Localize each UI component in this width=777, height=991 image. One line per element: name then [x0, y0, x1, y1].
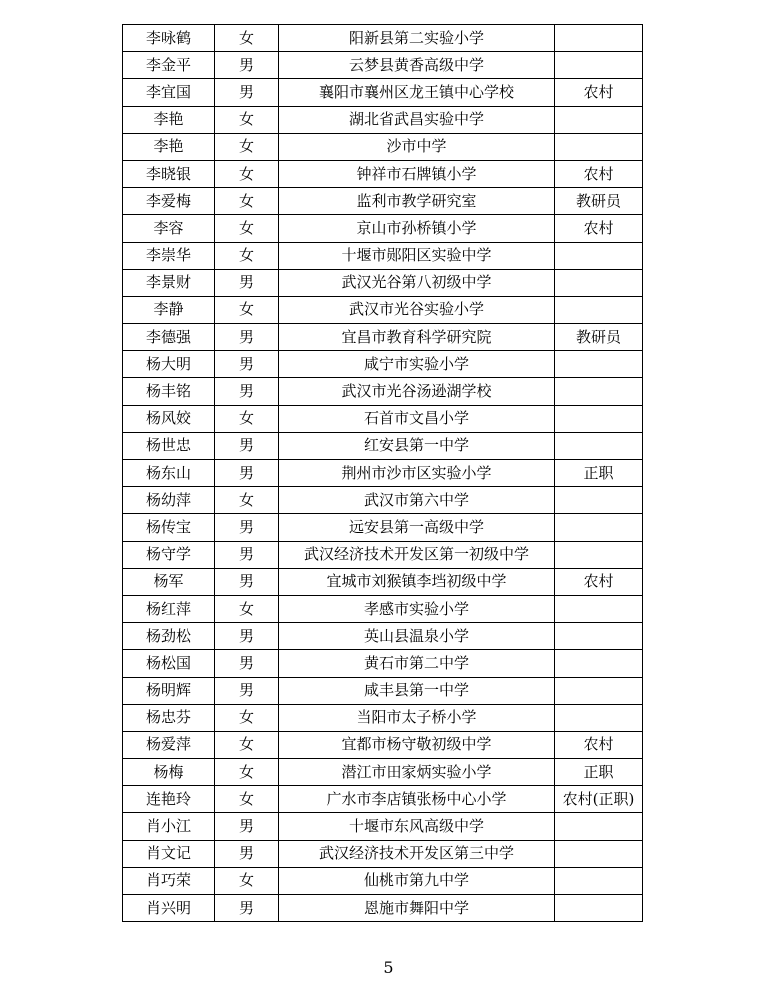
note-cell: 农村: [555, 731, 643, 758]
school-cell: 石首市文昌小学: [279, 405, 555, 432]
table-row: [123, 704, 643, 731]
table-row: [123, 731, 643, 758]
gender-cell: 男: [215, 351, 279, 378]
school-cell: 阳新县第二实验小学: [279, 25, 555, 52]
gender-cell: 女: [215, 25, 279, 52]
note-cell: [555, 106, 643, 133]
gender-cell: 女: [215, 867, 279, 894]
table-row: [123, 487, 643, 514]
note-cell: 正职: [555, 460, 643, 487]
gender-cell: 男: [215, 650, 279, 677]
table-row: [123, 351, 643, 378]
school-cell: 武汉市第六中学: [279, 487, 555, 514]
school-cell: 襄阳市襄州区龙王镇中心学校: [279, 79, 555, 106]
school-cell: 当阳市太子桥小学: [279, 704, 555, 731]
note-cell: [555, 133, 643, 160]
school-cell: 远安县第一高级中学: [279, 514, 555, 541]
name-cell: 杨梅: [123, 759, 215, 786]
gender-cell: 女: [215, 786, 279, 813]
school-cell: 宜都市杨守敬初级中学: [279, 731, 555, 758]
note-cell: [555, 623, 643, 650]
table-row: [123, 568, 643, 595]
table-row: [123, 840, 643, 867]
name-cell: 肖小江: [123, 813, 215, 840]
name-cell: 李爱梅: [123, 188, 215, 215]
name-cell: 杨丰铭: [123, 378, 215, 405]
name-cell: 杨大明: [123, 351, 215, 378]
school-cell: 恩施市舞阳中学: [279, 895, 555, 922]
note-cell: [555, 242, 643, 269]
gender-cell: 男: [215, 52, 279, 79]
school-cell: 武汉光谷第八初级中学: [279, 269, 555, 296]
table-row: [123, 460, 643, 487]
table-row: [123, 759, 643, 786]
gender-cell: 男: [215, 840, 279, 867]
note-cell: [555, 514, 643, 541]
gender-cell: 男: [215, 895, 279, 922]
table-row: [123, 79, 643, 106]
table-row: [123, 813, 643, 840]
table-row: [123, 160, 643, 187]
table-row: [123, 52, 643, 79]
note-cell: [555, 52, 643, 79]
gender-cell: 女: [215, 160, 279, 187]
name-cell: 李晓银: [123, 160, 215, 187]
school-cell: 英山县温泉小学: [279, 623, 555, 650]
table-row: [123, 133, 643, 160]
note-cell: [555, 595, 643, 622]
gender-cell: 男: [215, 514, 279, 541]
gender-cell: 女: [215, 595, 279, 622]
note-cell: [555, 541, 643, 568]
note-cell: 教研员: [555, 188, 643, 215]
table-row: [123, 514, 643, 541]
school-cell: 武汉经济技术开发区第一初级中学: [279, 541, 555, 568]
name-cell: 杨东山: [123, 460, 215, 487]
gender-cell: 女: [215, 704, 279, 731]
gender-cell: 男: [215, 568, 279, 595]
table-row: [123, 215, 643, 242]
name-cell: 李咏鹤: [123, 25, 215, 52]
school-cell: 黄石市第二中学: [279, 650, 555, 677]
school-cell: 京山市孙桥镇小学: [279, 215, 555, 242]
gender-cell: 女: [215, 487, 279, 514]
page-number: 5: [383, 958, 394, 977]
note-cell: [555, 432, 643, 459]
name-cell: 杨军: [123, 568, 215, 595]
note-cell: [555, 487, 643, 514]
name-cell: 杨忠芬: [123, 704, 215, 731]
table-row: [123, 432, 643, 459]
gender-cell: 男: [215, 269, 279, 296]
note-cell: [555, 351, 643, 378]
name-cell: 杨风姣: [123, 405, 215, 432]
table-row: [123, 378, 643, 405]
gender-cell: 男: [215, 541, 279, 568]
school-cell: 红安县第一中学: [279, 432, 555, 459]
name-cell: 李金平: [123, 52, 215, 79]
name-cell: 李容: [123, 215, 215, 242]
gender-cell: 女: [215, 215, 279, 242]
note-cell: [555, 895, 643, 922]
gender-cell: 女: [215, 106, 279, 133]
name-cell: 连艳玲: [123, 786, 215, 813]
school-cell: 武汉经济技术开发区第三中学: [279, 840, 555, 867]
note-cell: 农村: [555, 79, 643, 106]
table-row: [123, 623, 643, 650]
name-cell: 杨爱萍: [123, 731, 215, 758]
table-row: [123, 867, 643, 894]
name-cell: 杨松国: [123, 650, 215, 677]
name-cell: 杨幼萍: [123, 487, 215, 514]
gender-cell: 男: [215, 813, 279, 840]
school-cell: 潜江市田家炳实验小学: [279, 759, 555, 786]
school-cell: 沙市中学: [279, 133, 555, 160]
school-cell: 十堰市郧阳区实验中学: [279, 242, 555, 269]
table-row: [123, 269, 643, 296]
note-cell: [555, 677, 643, 704]
table-row: [123, 106, 643, 133]
note-cell: 教研员: [555, 324, 643, 351]
note-cell: [555, 405, 643, 432]
table-row: [123, 324, 643, 351]
name-cell: 杨守学: [123, 541, 215, 568]
note-cell: 农村: [555, 160, 643, 187]
school-cell: 宜昌市教育科学研究院: [279, 324, 555, 351]
gender-cell: 男: [215, 324, 279, 351]
school-cell: 荆州市沙市区实验小学: [279, 460, 555, 487]
name-cell: 肖文记: [123, 840, 215, 867]
table-row: [123, 188, 643, 215]
school-cell: 湖北省武昌实验中学: [279, 106, 555, 133]
gender-cell: 女: [215, 759, 279, 786]
table-row: [123, 595, 643, 622]
gender-cell: 男: [215, 677, 279, 704]
table-row: [123, 677, 643, 704]
gender-cell: 男: [215, 623, 279, 650]
name-cell: 李艳: [123, 133, 215, 160]
name-cell: 李崇华: [123, 242, 215, 269]
roster-table: [122, 24, 643, 922]
note-cell: 农村: [555, 215, 643, 242]
name-cell: 肖兴明: [123, 895, 215, 922]
school-cell: 宜城市刘猴镇李垱初级中学: [279, 568, 555, 595]
table-row: [123, 895, 643, 922]
school-cell: 钟祥市石牌镇小学: [279, 160, 555, 187]
roster-table-body: [123, 25, 643, 922]
name-cell: 李静: [123, 296, 215, 323]
name-cell: 李宜国: [123, 79, 215, 106]
gender-cell: 女: [215, 731, 279, 758]
name-cell: 李艳: [123, 106, 215, 133]
table-row: [123, 405, 643, 432]
table-row: [123, 650, 643, 677]
note-cell: 农村: [555, 568, 643, 595]
note-cell: 农村(正职): [555, 786, 643, 813]
name-cell: 肖巧荣: [123, 867, 215, 894]
table-row: [123, 786, 643, 813]
note-cell: [555, 378, 643, 405]
note-cell: 正职: [555, 759, 643, 786]
note-cell: [555, 813, 643, 840]
gender-cell: 男: [215, 378, 279, 405]
gender-cell: 女: [215, 405, 279, 432]
gender-cell: 男: [215, 460, 279, 487]
gender-cell: 男: [215, 79, 279, 106]
gender-cell: 女: [215, 242, 279, 269]
name-cell: 杨劲松: [123, 623, 215, 650]
school-cell: 广水市李店镇张杨中心小学: [279, 786, 555, 813]
table-row: [123, 25, 643, 52]
school-cell: 十堰市东风高级中学: [279, 813, 555, 840]
gender-cell: 女: [215, 133, 279, 160]
note-cell: [555, 650, 643, 677]
note-cell: [555, 704, 643, 731]
note-cell: [555, 867, 643, 894]
school-cell: 云梦县黄香高级中学: [279, 52, 555, 79]
note-cell: [555, 840, 643, 867]
school-cell: 武汉市光谷汤逊湖学校: [279, 378, 555, 405]
name-cell: 杨世忠: [123, 432, 215, 459]
gender-cell: 女: [215, 188, 279, 215]
school-cell: 咸丰县第一中学: [279, 677, 555, 704]
name-cell: 杨红萍: [123, 595, 215, 622]
school-cell: 孝感市实验小学: [279, 595, 555, 622]
table-row: [123, 242, 643, 269]
school-cell: 咸宁市实验小学: [279, 351, 555, 378]
name-cell: 杨传宝: [123, 514, 215, 541]
gender-cell: 男: [215, 432, 279, 459]
table-row: [123, 541, 643, 568]
note-cell: [555, 296, 643, 323]
table-row: [123, 296, 643, 323]
school-cell: 武汉市光谷实验小学: [279, 296, 555, 323]
note-cell: [555, 269, 643, 296]
name-cell: 杨明辉: [123, 677, 215, 704]
name-cell: 李景财: [123, 269, 215, 296]
note-cell: [555, 25, 643, 52]
school-cell: 仙桃市第九中学: [279, 867, 555, 894]
gender-cell: 女: [215, 296, 279, 323]
name-cell: 李德强: [123, 324, 215, 351]
school-cell: 监利市教学研究室: [279, 188, 555, 215]
